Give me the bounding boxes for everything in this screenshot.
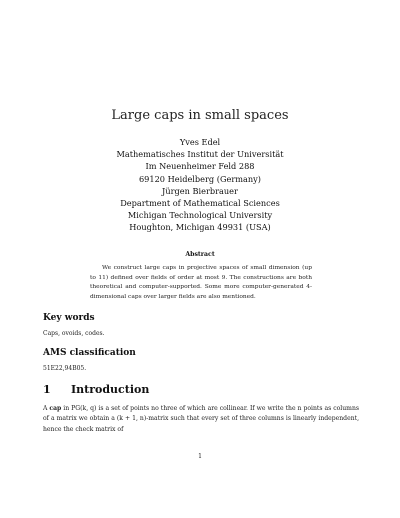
keywords-text: Caps, ovoids, codes. — [43, 330, 105, 337]
author-line: Mathematisches Institut der Universität — [116, 149, 284, 160]
author-line: 69120 Heidelberg (Germany) — [138, 173, 262, 184]
introduction-paragraph — [43, 404, 359, 435]
keywords-heading: Key words — [43, 313, 95, 323]
page-number: 1 — [198, 453, 202, 460]
section-title: Introduction — [71, 383, 150, 396]
author-line: Im Neuenheimer Feld 288 — [145, 161, 255, 172]
author-line: Yves Edel — [179, 137, 221, 147]
para-term-cap: cap — [49, 405, 62, 412]
para-prefix: A — [43, 405, 50, 412]
introduction-heading — [43, 383, 149, 396]
abstract-text: We construct large caps in projective spaces of small dimension (up to 11) defined over fields of order at most 9. The constructions are both theoretical and computer-supported. Some more computer-generated 4-dimensional caps over larger fields are also mentioned. — [90, 265, 312, 300]
para-body: in PG(k, q) is a set of points no three of which are collinear. If we write the n points as columns of a matrix we obtain a (k + 1, n)-matrix such that every set of three columns is linearly independent, hence the check matrix of — [43, 405, 359, 433]
author-line: Houghton, Michigan 49931 (USA) — [129, 222, 271, 233]
ams-text: 51E22,94B05. — [43, 365, 87, 372]
abstract-heading: Abstract — [185, 251, 215, 258]
author-line: Department of Mathematical Sciences — [120, 198, 280, 209]
section-number: 1 — [43, 383, 51, 396]
ams-heading: AMS classification — [43, 348, 136, 358]
author-line: Jürgen Bierbrauer — [162, 185, 238, 196]
author-block — [0, 136, 400, 234]
author-line: Michigan Technological University — [127, 210, 273, 221]
paper-title: Large caps in small spaces — [111, 108, 289, 123]
